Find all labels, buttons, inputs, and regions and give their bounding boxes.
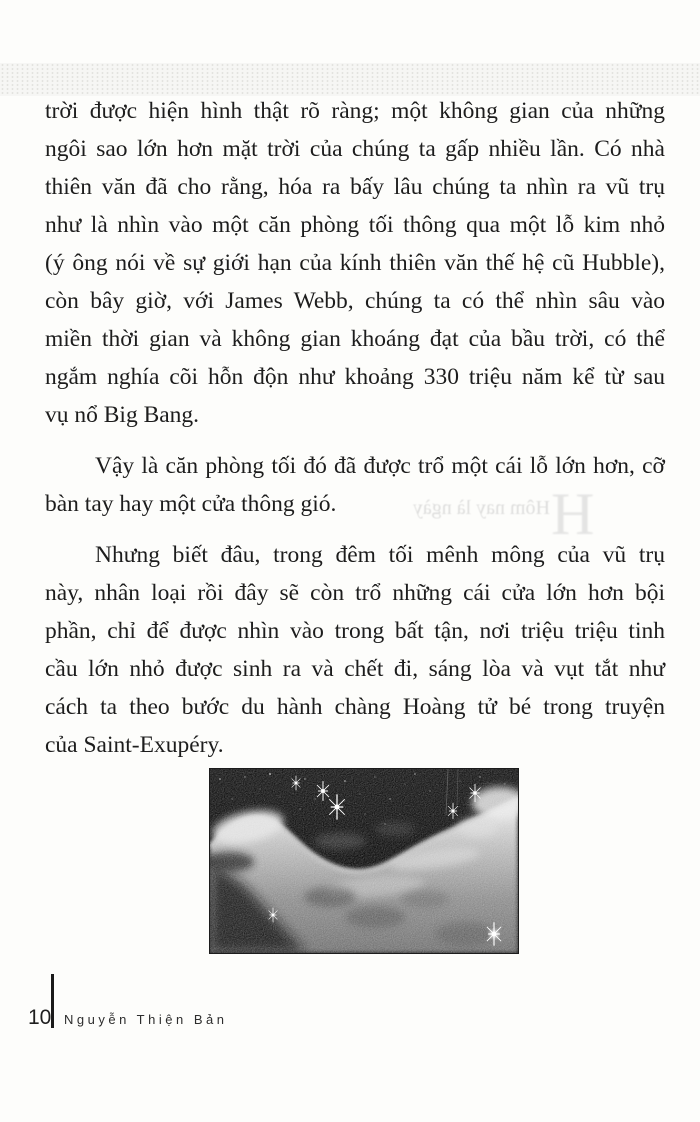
author-name: Nguyễn Thiện Bản bbox=[64, 1012, 228, 1027]
text-line: ngắm nghía cõi hỗn độn như khoảng 330 triệu năm kể từ sau bbox=[45, 364, 665, 390]
text-line: như là nhìn vào một căn phòng tối thông qua một lỗ kim nhỏ bbox=[45, 212, 665, 238]
text-line: trời được hiện hình thật rõ ràng; một không gian của những bbox=[45, 98, 665, 124]
paragraph bbox=[45, 447, 665, 523]
page-number: 10 bbox=[28, 1006, 52, 1029]
text-line: (ý ông nói về sự giới hạn của kính thiên văn thế hệ cũ Hubble), bbox=[45, 250, 665, 276]
nebula-image bbox=[210, 769, 518, 953]
text-line: cầu lớn nhỏ được sinh ra và chết đi, sáng lòa và vụt tắt như bbox=[45, 656, 665, 682]
text-line: Vậy là căn phòng tối đó đã được trổ một cái lỗ lớn hơn, cỡ bbox=[95, 453, 665, 479]
text-line: Nhưng biết đâu, trong đêm tối mênh mông của vũ trụ bbox=[95, 542, 665, 568]
showthrough-text: Hôm nay là ngày bbox=[412, 497, 550, 519]
page-text bbox=[45, 92, 665, 764]
paragraph bbox=[45, 536, 665, 764]
text-line: phần, chỉ để được nhìn vào trong bất tận, nơi triệu triệu tinh bbox=[45, 618, 665, 644]
text-line: thiên văn đã cho rằng, hóa ra bấy lâu chúng ta nhìn ra vũ trụ bbox=[45, 174, 665, 200]
text-line: của Saint-Exupéry. bbox=[45, 732, 224, 758]
text-line: bàn tay hay một cửa thông gió. bbox=[45, 491, 337, 517]
nebula-photo bbox=[209, 768, 519, 954]
text-line: miền thời gian và không gian khoáng đạt của bầu trời, có thể bbox=[45, 326, 665, 352]
text-line: vụ nổ Big Bang. bbox=[45, 402, 200, 428]
text-line: ngôi sao lớn hơn mặt trời của chúng ta gấp nhiều lần. Có nhà bbox=[45, 136, 665, 162]
text-line: này, nhân loại rồi đây sẽ còn trổ những cái cửa lớn hơn bội bbox=[45, 580, 665, 606]
footer-divider bbox=[51, 974, 54, 1028]
text-line: cách ta theo bước du hành chàng Hoàng tử bé trong truyện bbox=[45, 694, 665, 720]
text-line: còn bây giờ, với James Webb, chúng ta có thể nhìn sâu vào bbox=[45, 288, 665, 314]
showthrough-dropcap: H bbox=[551, 481, 595, 547]
paragraph bbox=[45, 92, 665, 434]
